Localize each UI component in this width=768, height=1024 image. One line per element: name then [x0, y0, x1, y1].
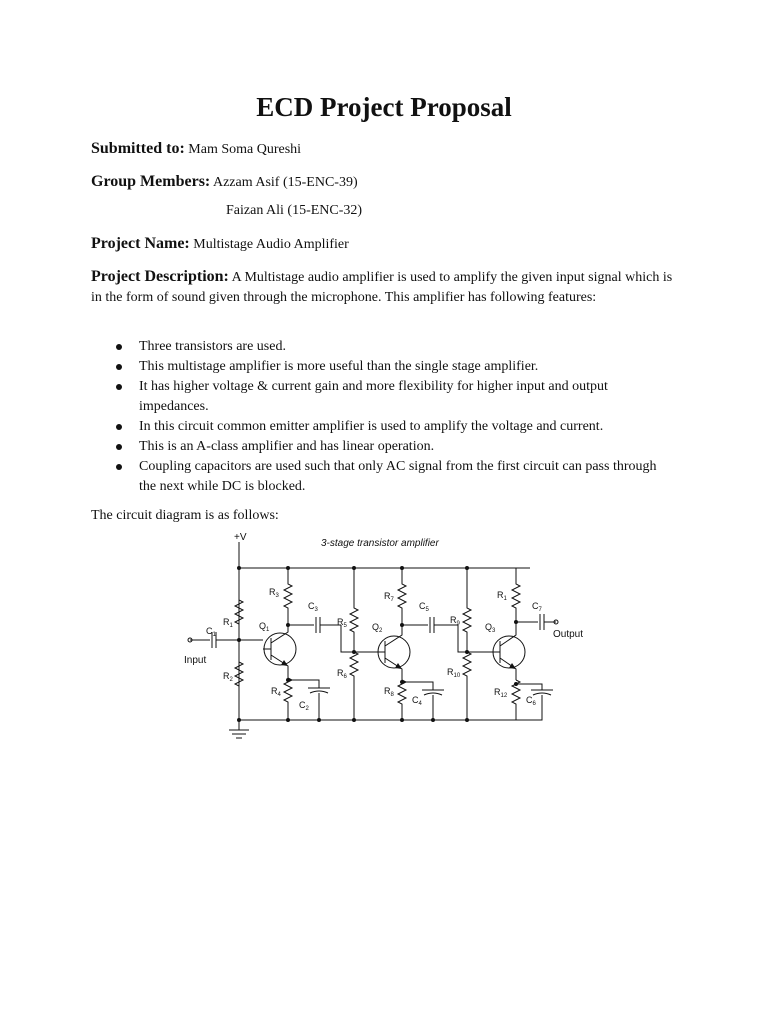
- project-name-value: Multistage Audio Amplifier: [193, 237, 349, 252]
- project-description-text: A Multistage audio amplifier is used to amplify the given input signal which is in the form of sound given through the microphone. This amplifier has following features:: [91, 270, 673, 305]
- capacitor-c3: [288, 617, 341, 633]
- label-r9: $R_9$: [450, 615, 460, 627]
- label-r7: $R_7$: [384, 591, 394, 603]
- label-r10: $R_{10}$: [447, 667, 461, 679]
- document-title: ECD Project Proposal: [256, 92, 512, 122]
- project-description-label: Project Description:: [91, 268, 229, 285]
- label-r11: $R_1$: [497, 590, 507, 602]
- group-member-2: Faizan Ali (15-ENC-32): [226, 203, 363, 218]
- bullet-icon: [116, 344, 122, 350]
- label-q2: $Q_2$: [372, 622, 383, 634]
- submitted-to-value: Mam Soma Qureshi: [188, 142, 302, 157]
- label-c2: $C_2$: [299, 700, 309, 712]
- resistor-r9-r10: [463, 568, 471, 720]
- label-r3: $R_3$: [269, 587, 279, 599]
- label-q1: $Q_1$: [259, 621, 270, 633]
- label-r4: $R_4$: [271, 686, 281, 698]
- resistor-r4: [284, 678, 292, 720]
- label-r6: $R_6$: [337, 668, 347, 680]
- circuit-intro: The circuit diagram is as follows:: [91, 508, 279, 523]
- label-r12: $R_{12}$: [494, 687, 508, 699]
- group-members-label: Group Members:: [91, 173, 211, 190]
- capacitor-c2: [288, 680, 330, 720]
- bullet-icon: [116, 364, 122, 370]
- submitted-to-label: Submitted to:: [91, 140, 185, 157]
- list-item: It has higher voltage & current gain and more flexibility for higher input and output impedances.: [91, 377, 661, 417]
- group-member-1: Azzam Asif (15-ENC-39): [212, 175, 358, 190]
- input-label: Input: [184, 655, 207, 666]
- label-c6: $C_6$: [526, 695, 536, 707]
- list-item: This is an A-class amplifier and has linear operation.: [91, 437, 661, 457]
- resistor-r2: [235, 652, 243, 720]
- label-c7: $C_7$: [532, 601, 542, 613]
- resistor-r7: [398, 568, 406, 628]
- resistor-r8: [398, 680, 406, 720]
- label-c5: $C_5$: [419, 601, 429, 613]
- label-r1: $R_1$: [223, 617, 233, 629]
- resistor-r3: [284, 568, 292, 628]
- list-item: Three transistors are used.: [91, 337, 661, 357]
- supply-label: +V: [234, 532, 247, 543]
- feature-list: [91, 337, 661, 497]
- resistor-r11: [512, 568, 520, 628]
- ground-icon: [229, 730, 249, 738]
- project-name-label: Project Name:: [91, 235, 190, 252]
- submitted-to-line: [91, 140, 301, 158]
- label-c1: $C_1$: [206, 626, 216, 638]
- bullet-icon: [116, 444, 122, 450]
- label-r8: $R_8$: [384, 686, 394, 698]
- list-item: This multistage amplifier is more useful than the single stage amplifier.: [91, 357, 661, 377]
- capacitor-c1: [190, 632, 263, 648]
- group-member-2-line: [226, 203, 362, 219]
- list-item: In this circuit common emitter amplifier is used to amplify the voltage and current.: [91, 417, 661, 437]
- label-r5: $R_5$: [337, 617, 347, 629]
- label-c4: $C_4$: [412, 695, 422, 707]
- bullet-icon: [116, 424, 122, 430]
- label-q3: $Q_3$: [485, 622, 496, 634]
- bullet-icon: [116, 464, 122, 470]
- circuit-diagram: [176, 530, 596, 745]
- capacitor-c7: [516, 614, 556, 630]
- output-label: Output: [553, 629, 584, 640]
- capacitor-c4: [402, 682, 444, 720]
- resistor-r5-r6: [350, 568, 358, 720]
- project-name-line: [91, 235, 349, 253]
- label-c3: $C_3$: [308, 601, 318, 613]
- label-r2: $R_2$: [223, 671, 233, 683]
- bullet-icon: [116, 384, 122, 390]
- list-item: Coupling capacitors are used such that only AC signal from the first circuit can pass through the next while DC is blocked.: [91, 457, 661, 497]
- project-description: [91, 267, 681, 308]
- circuit-title: 3-stage transistor amplifier: [321, 538, 439, 549]
- group-members-line: [91, 173, 358, 191]
